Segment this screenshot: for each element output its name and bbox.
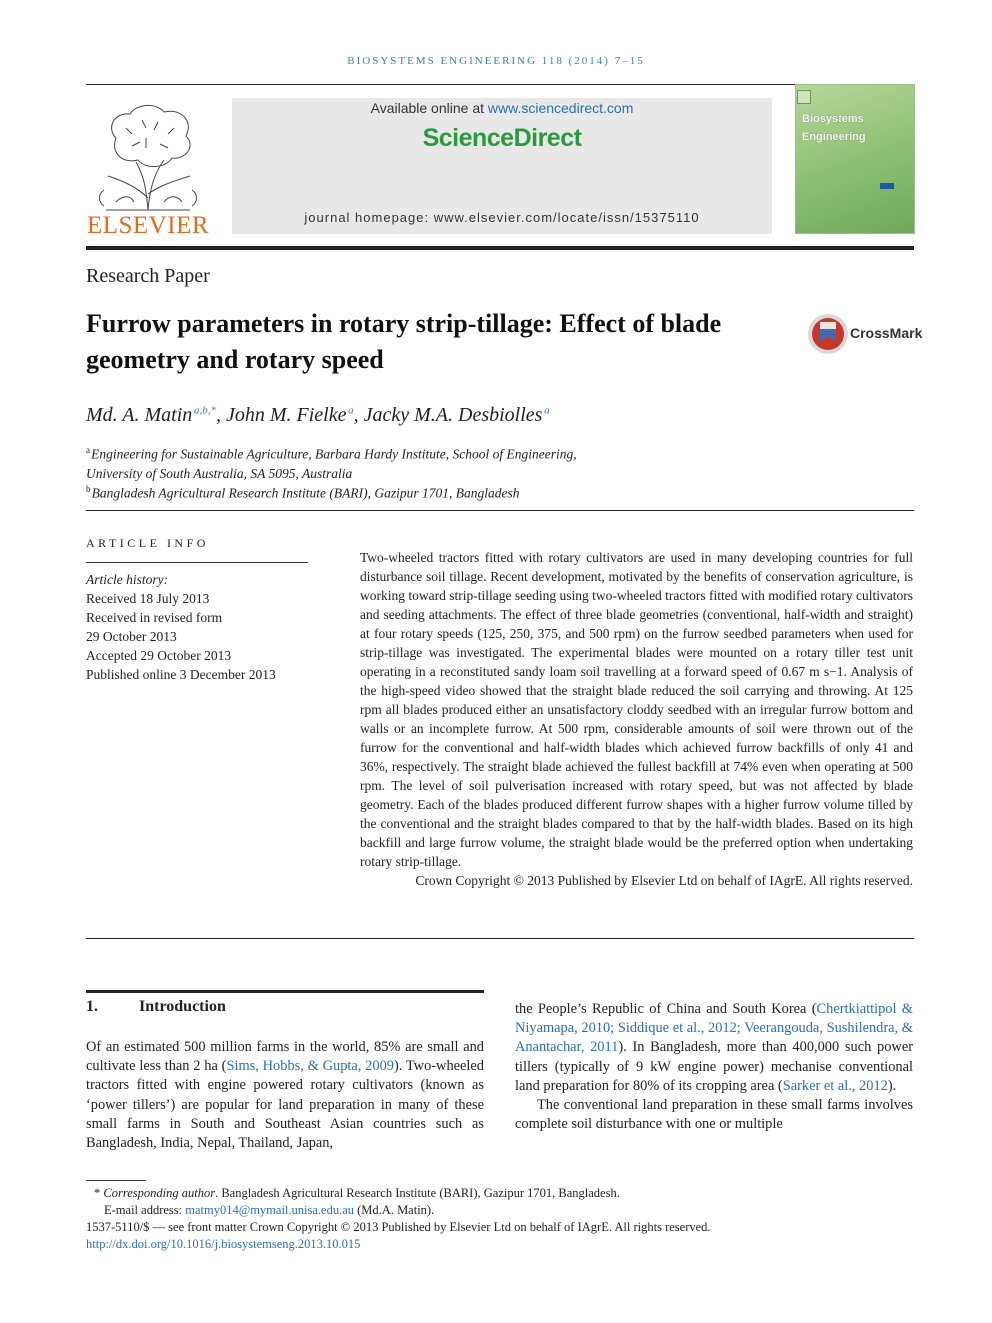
email-link[interactable]: matmy014@mymail.unisa.edu.au (185, 1203, 355, 1217)
divider-after-abstract (86, 938, 914, 939)
cover-badge (880, 183, 894, 189)
crossmark-icon (806, 312, 850, 356)
author-name[interactable]: John M. Fielke (225, 404, 347, 426)
intro-paragraph (515, 1000, 913, 1096)
intro-paragraph: The conventional land preparation in these small farms involves complete soil disturbance with one or multiple (515, 1097, 913, 1133)
article-info-rule (86, 562, 308, 563)
header-rule-top (86, 84, 914, 85)
available-prefix: Available online at (370, 100, 488, 116)
section-number: 1. (86, 998, 98, 1015)
article-info-heading: ARTICLE INFO (86, 536, 209, 550)
footnotes (86, 1185, 916, 1253)
author-name[interactable]: Jacky M.A. Desbiolles (363, 404, 543, 426)
body-text: the People’s Republic of China and South Korea ( (515, 1001, 817, 1017)
intro-heading (86, 998, 226, 1016)
author-list: Md. A. Matin $^{a,b,*}$, John M. Fielke $^a$, Jacky M.A. Desbiolles $^a$ (86, 404, 550, 426)
history-item: Received in revised form (86, 610, 223, 625)
body-column-right (515, 1000, 913, 1134)
available-online (232, 100, 772, 116)
affiliation-mark: b (86, 484, 91, 494)
affiliation-line: Engineering for Sustainable Agriculture, Barbara Hardy Institute, School of Engineering, (91, 446, 577, 462)
abstract-copyright: Crown Copyright © 2013 Published by Elsevier Ltd on behalf of IAgrE. All rights reserved. (415, 873, 913, 888)
citation-link[interactable]: Sarker et al., 2012 (782, 1077, 888, 1094)
footnote-mark: * (94, 1186, 101, 1200)
citation-link[interactable]: Chertkiattipol & Niyamapa, 2010; Siddique et al., 2012; Veerangouda, Sushilendra, & Anantachar, 2011 (515, 1001, 913, 1056)
divider-before-info (86, 510, 914, 511)
history-label: Article history: (86, 572, 169, 587)
journal-homepage[interactable]: journal homepage: www.elsevier.com/locate/issn/15375110 (304, 210, 700, 225)
cover-emblem (797, 90, 811, 104)
affiliation-b (86, 480, 519, 503)
body-text: ). In Bangladesh, more than 400,000 such power tillers (typically of 9 kW engine power) mechanise conventional land preparation for 80% of its cropping area ( (515, 1039, 913, 1094)
section-title: Introduction (139, 998, 226, 1015)
footnote-text: . Bangladesh Agricultural Research Institute (BARI), Gazipur 1701, Bangladesh. (215, 1186, 620, 1200)
email-owner: (Md.A. Matin). (354, 1203, 435, 1217)
article-title: Furrow parameters in rotary strip-tillage: Effect of blade geometry and rotary speed (86, 309, 722, 374)
abstract-text: Two-wheeled tractors fitted with rotary cultivators are used in many developing countries for full disturbance soil tillage. Recent development, motivated by the benefits of conservation agriculture, is working toward strip-tillage seeding using two-wheeled tractors fitted with modified rotary cultivators and seeding attachments. The effect of three blade geometries (conventional, half-width and straight) at four rotary speeds (125, 250, 375, and 500 rpm) on the furrow seedbed parameters when used for strip-tillage was investigated. The experimental blades were mounted on a rotary tiller test unit operating in a reconstituted sandy loam soil travelling at a forward speed of 0.67 m s−1. Analysis of the high-speed video showed that the straight blade reduced the soil carrying and throwing. At 125 rpm all blades produced either an unsatisfactory cloddy seedbed with an irregular furrow bottom and walls or an incomplete furrow. At 500 rpm, considerable amounts of soil were thrown out of the furrow for the conventional and half-width blades which achieved furrow backfills of only 41 and 36%, respectively. The straight blade achieved the fullest backfill at 74% even when operating at 500 rpm. The level of soil pulverisation increased with rotary speed, but was not affected by blade geometry. Each of the blades produced different furrow shapes with a higher furrow volume tilled by the conventional and the straight blades compared to that by the half-width blades. Based on its high backfill and large furrow volume, the straight blade would be the preferred option when undertaking rotary strip-tillage. (360, 550, 913, 869)
affiliation-mark: a (86, 445, 90, 455)
crossmark-label: CrossMark (850, 325, 923, 341)
crossmark-badge[interactable] (806, 312, 923, 356)
affiliation-a (86, 441, 577, 483)
article-type: Research Paper (86, 265, 210, 287)
affiliation-line: University of South Australia, SA 5095, Australia (86, 465, 353, 481)
body-text: ). Two-wheeled tractors fitted with engine powered rotary cultivators (known as ‘power tillers’) are popular for land preparation in many of these small farms in South and Southeast Asian countries such as Bangladesh, India, Nepal, Thailand, Japan, (86, 1058, 485, 1152)
body-column-left (86, 1038, 484, 1153)
author-name[interactable]: Md. A. Matin (86, 404, 193, 426)
email-note (86, 1202, 916, 1219)
journal-cover (796, 85, 914, 233)
sciencedirect-link[interactable]: www.sciencedirect.com (487, 100, 634, 116)
journal-cover-title (802, 110, 910, 146)
history-item: Accepted 29 October 2013 (86, 648, 232, 663)
email-label: E-mail address: (104, 1203, 186, 1217)
doi-link[interactable]: http://dx.doi.org/10.1016/j.biosystemseng.2013.10.015 (86, 1237, 361, 1251)
article-history (86, 570, 276, 684)
corresponding-author-note (86, 1185, 916, 1202)
footnote-label: Corresponding author (103, 1186, 216, 1200)
cover-title-line-1: Biosystems (802, 113, 864, 125)
elsevier-wordmark: ELSEVIER (86, 212, 210, 239)
issn-line: 1537-5110/$ — see front matter Crown Copyright © 2013 Published by Elsevier Ltd on behalf of IAgrE. All rights reserved. (86, 1220, 711, 1234)
intro-heading-rule (86, 990, 484, 993)
author-affil-mark[interactable]: a (348, 404, 354, 417)
author-affil-mark[interactable]: a (544, 404, 550, 417)
affiliation-line: Bangladesh Agricultural Research Institute (BARI), Gazipur 1701, Bangladesh (91, 485, 520, 501)
footnote-rule (86, 1180, 146, 1181)
sciencedirect-brand: ScienceDirect (422, 124, 582, 152)
author-affil-mark[interactable]: a,b,* (193, 404, 216, 417)
history-item: 29 October 2013 (86, 629, 177, 644)
running-head: BIOSYSTEMS ENGINEERING 118 (2014) 7–15 (347, 55, 645, 67)
abstract (360, 548, 913, 890)
body-text: ). (887, 1077, 897, 1094)
history-item: Published online 3 December 2013 (86, 667, 276, 682)
citation-link[interactable]: Sims, Hobbs, & Gupta, 2009 (226, 1058, 394, 1075)
cover-title-line-2: Engineering (802, 131, 866, 143)
header-rule-thick (86, 246, 914, 250)
history-item: Received 18 July 2013 (86, 591, 210, 606)
intro-paragraph (86, 1038, 484, 1153)
body-text: Of an estimated 500 million farms in the world, 85% are small and cultivate less than 2 ha ( (86, 1039, 484, 1075)
